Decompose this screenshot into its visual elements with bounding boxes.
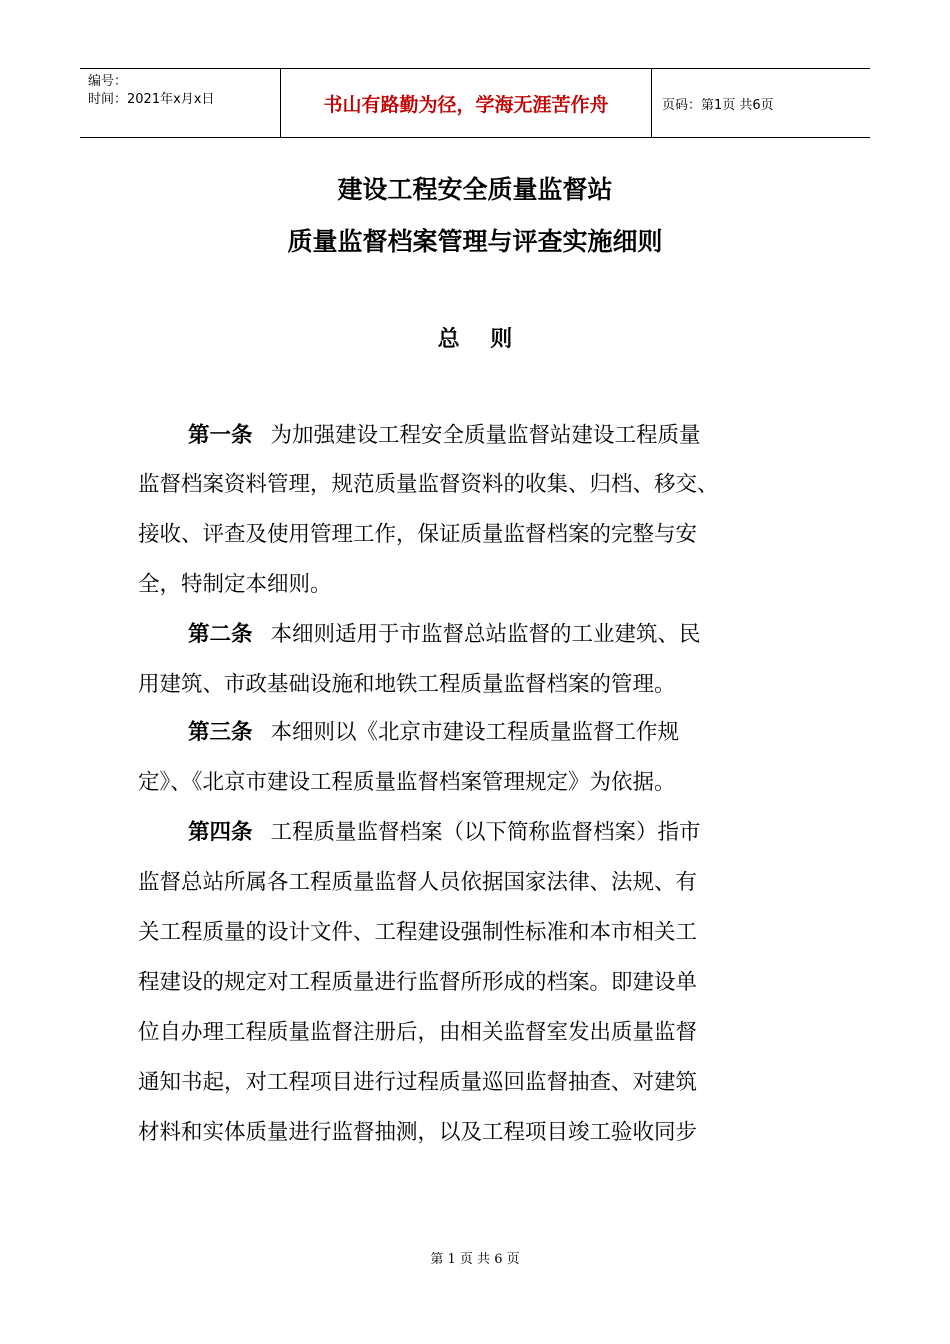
number-label: 编号： bbox=[88, 74, 128, 89]
title-line-2: 质量监督档案管理与评查实施细则 bbox=[287, 227, 663, 256]
article-2-text-1: 本细则适用于市监督总站监督的工业建筑、民 bbox=[270, 622, 701, 647]
header-meta bbox=[80, 69, 281, 137]
header-table bbox=[80, 68, 870, 138]
article-1-line-2: 监督档案资料管理，规范质量监督资料的收集、归档、移交、 bbox=[138, 472, 719, 497]
section-heading bbox=[0, 322, 950, 353]
article-3-line-1 bbox=[188, 718, 679, 748]
article-3-line-2: 定》、《北京市建设工程质量监督档案管理规定》为依据。 bbox=[138, 770, 676, 795]
article-1-line-3: 接收、评查及使用管理工作，保证质量监督档案的完整与安 bbox=[138, 522, 698, 547]
article-2-label: 第二条 bbox=[188, 622, 253, 647]
article-4-line-1 bbox=[188, 818, 701, 848]
article-2-line-2: 用建筑、市政基础设施和地铁工程质量监督档案的管理。 bbox=[138, 672, 676, 697]
page-footer: 第 1 页 共 6 页 bbox=[430, 1252, 520, 1267]
article-1-line-1 bbox=[188, 421, 701, 451]
header-page-info: 页码：第1页 共6页 bbox=[662, 97, 774, 113]
article-4-label: 第四条 bbox=[188, 820, 253, 845]
article-1-label: 第一条 bbox=[188, 423, 253, 448]
article-2-line-1 bbox=[188, 620, 701, 650]
article-4-line-2: 监督总站所属各工程质量监督人员依据国家法律、法规、有 bbox=[138, 870, 698, 895]
article-4-line-5: 位自办理工程质量监督注册后，由相关监督室发出质量监督 bbox=[138, 1020, 698, 1045]
article-3-text-1: 本细则以《北京市建设工程质量监督工作规 bbox=[270, 720, 680, 745]
article-4-line-6: 通知书起，对工程项目进行过程质量巡回监督抽查、对建筑 bbox=[138, 1070, 698, 1095]
title-line-1: 建设工程安全质量监督站 bbox=[337, 175, 613, 204]
article-4-line-7: 材料和实体质量进行监督抽测，以及工程项目竣工验收同步 bbox=[138, 1120, 698, 1145]
article-1-text-1: 为加强建设工程安全质量监督站建设工程质量 bbox=[270, 423, 701, 448]
article-4-line-4: 程建设的规定对工程质量进行监督所形成的档案。即建设单 bbox=[138, 970, 698, 995]
article-1-line-4: 全，特制定本细则。 bbox=[138, 572, 332, 597]
section-heading-text: 总 则 bbox=[437, 327, 513, 352]
date-label: 时间：2021年x月x日 bbox=[88, 92, 215, 107]
header-motto: 书山有路勤为径，学海无涯苦作舟 bbox=[281, 69, 652, 137]
article-4-line-3: 关工程质量的设计文件、工程建设强制性标准和本市相关工 bbox=[138, 920, 698, 945]
article-4-text-1: 工程质量监督档案（以下简称监督档案）指市 bbox=[270, 820, 701, 845]
article-3-label: 第三条 bbox=[188, 720, 253, 745]
